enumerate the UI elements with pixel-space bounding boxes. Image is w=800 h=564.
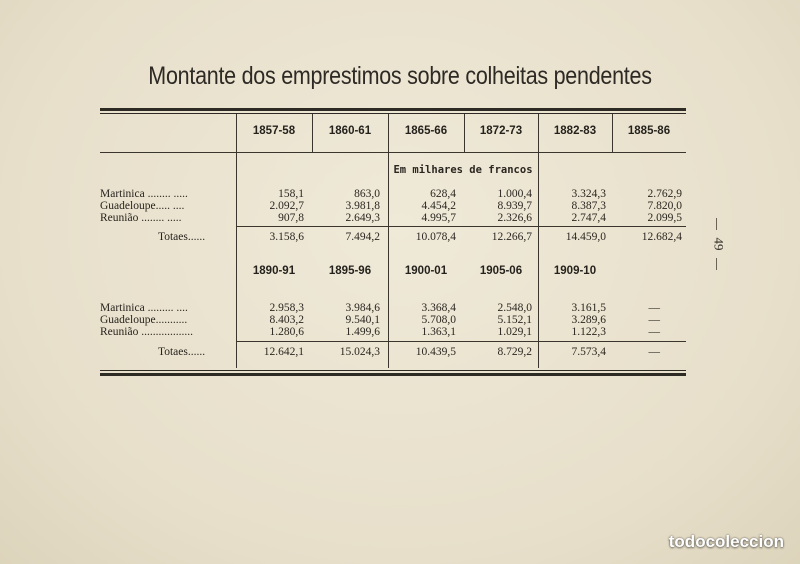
top-rule-thick xyxy=(100,108,686,111)
total-value: 3.158,6 xyxy=(269,231,304,243)
page-number-rule-top xyxy=(716,218,717,230)
year-header: 1900-01 xyxy=(404,265,448,277)
page-number-rule-bottom xyxy=(716,258,717,270)
year-header: 1857-58 xyxy=(252,125,296,137)
cell-value: 8.939,7 xyxy=(497,200,532,212)
cell-value: 3.161,5 xyxy=(571,302,606,314)
cell-value: 1.499,6 xyxy=(345,326,380,338)
total-value: 12.642,1 xyxy=(263,346,304,358)
cell-value: 158,1 xyxy=(278,188,304,200)
total-value: 12.266,7 xyxy=(491,231,532,243)
cell-value: 5.708,0 xyxy=(421,314,456,326)
cell-value: 2.958,3 xyxy=(269,302,304,314)
cell-value: 3.368,4 xyxy=(421,302,456,314)
total-value: 8.729,2 xyxy=(497,346,532,358)
year-header: 1885-86 xyxy=(627,125,671,137)
total-value: 14.459,0 xyxy=(565,231,606,243)
cell-value: 3.981,8 xyxy=(345,200,380,212)
cell-value: 1.000,4 xyxy=(497,188,532,200)
total-label: Totaes...... xyxy=(158,231,206,243)
cell-value: 2.099,5 xyxy=(647,212,682,224)
loans-table xyxy=(100,108,686,376)
total-value: 10.078,4 xyxy=(415,231,456,243)
row-label: Guadeloupe..... .... xyxy=(100,200,185,212)
cell-value: 628,4 xyxy=(430,188,456,200)
cell-value: 2.747,4 xyxy=(571,212,606,224)
year-header: 1909-10 xyxy=(553,265,597,277)
cell-value: 2.762,9 xyxy=(647,188,682,200)
cell-value: 907,8 xyxy=(278,212,304,224)
row-label: Martinica ........ ..... xyxy=(100,188,188,200)
cell-value: 7.820,0 xyxy=(647,200,682,212)
row-label: Reunião .................. xyxy=(100,326,193,338)
row-label: Martinica ......... .... xyxy=(100,302,188,314)
total-value: — xyxy=(648,346,660,358)
cell-value: 9.540,1 xyxy=(345,314,380,326)
year-header: 1882-83 xyxy=(553,125,597,137)
bottom-rule-thick xyxy=(100,373,686,376)
cell-value: — xyxy=(648,326,660,338)
cell-value: 3.984,6 xyxy=(345,302,380,314)
year-header: 1890-91 xyxy=(252,265,296,277)
total-rule-1 xyxy=(236,226,686,227)
total-value: 10.439,5 xyxy=(415,346,456,358)
header-rule xyxy=(100,152,686,153)
cell-value: — xyxy=(648,314,660,326)
cell-value: 1.363,1 xyxy=(421,326,456,338)
cell-value: 1.029,1 xyxy=(497,326,532,338)
cell-value: 2.649,3 xyxy=(345,212,380,224)
cell-value: 863,0 xyxy=(354,188,380,200)
row-label: Reunião ........ ..... xyxy=(100,212,182,224)
cell-value: 2.548,0 xyxy=(497,302,532,314)
total-value: 15.024,3 xyxy=(339,346,380,358)
total-value: 7.494,2 xyxy=(345,231,380,243)
year-header: 1865-66 xyxy=(404,125,448,137)
total-value: 7.573,4 xyxy=(571,346,606,358)
watermark-logo: todocoleccion xyxy=(668,532,784,551)
total-value: 12.682,4 xyxy=(641,231,682,243)
year-header: 1905-06 xyxy=(479,265,523,277)
cell-value: 8.387,3 xyxy=(571,200,606,212)
cell-value: 3.324,3 xyxy=(571,188,606,200)
cell-value: 2.092,7 xyxy=(269,200,304,212)
cell-value: 8.403,2 xyxy=(269,314,304,326)
page-title: Montante dos emprestimos sobre colheitas pendentes xyxy=(148,62,652,90)
row-label: Guadeloupe........... xyxy=(100,314,188,326)
total-label: Totaes...... xyxy=(158,346,206,358)
cell-value: 1.280,6 xyxy=(269,326,304,338)
cell-value: — xyxy=(648,302,660,314)
cell-value: 4.995,7 xyxy=(421,212,456,224)
year-header: 1872-73 xyxy=(479,125,523,137)
cell-value: 3.289,6 xyxy=(571,314,606,326)
year-header: 1895-96 xyxy=(328,265,372,277)
bottom-rule-thin xyxy=(100,370,686,371)
unit-subheader: Em milhares de francos xyxy=(393,164,533,176)
cell-value: 5.152,1 xyxy=(497,314,532,326)
cell-value: 4.454,2 xyxy=(421,200,456,212)
top-rule-thin xyxy=(100,113,686,114)
page-number: 49 xyxy=(711,237,727,251)
total-rule-2 xyxy=(236,341,686,342)
cell-value: 1.122,3 xyxy=(571,326,606,338)
year-header: 1860-61 xyxy=(328,125,372,137)
cell-value: 2.326,6 xyxy=(497,212,532,224)
